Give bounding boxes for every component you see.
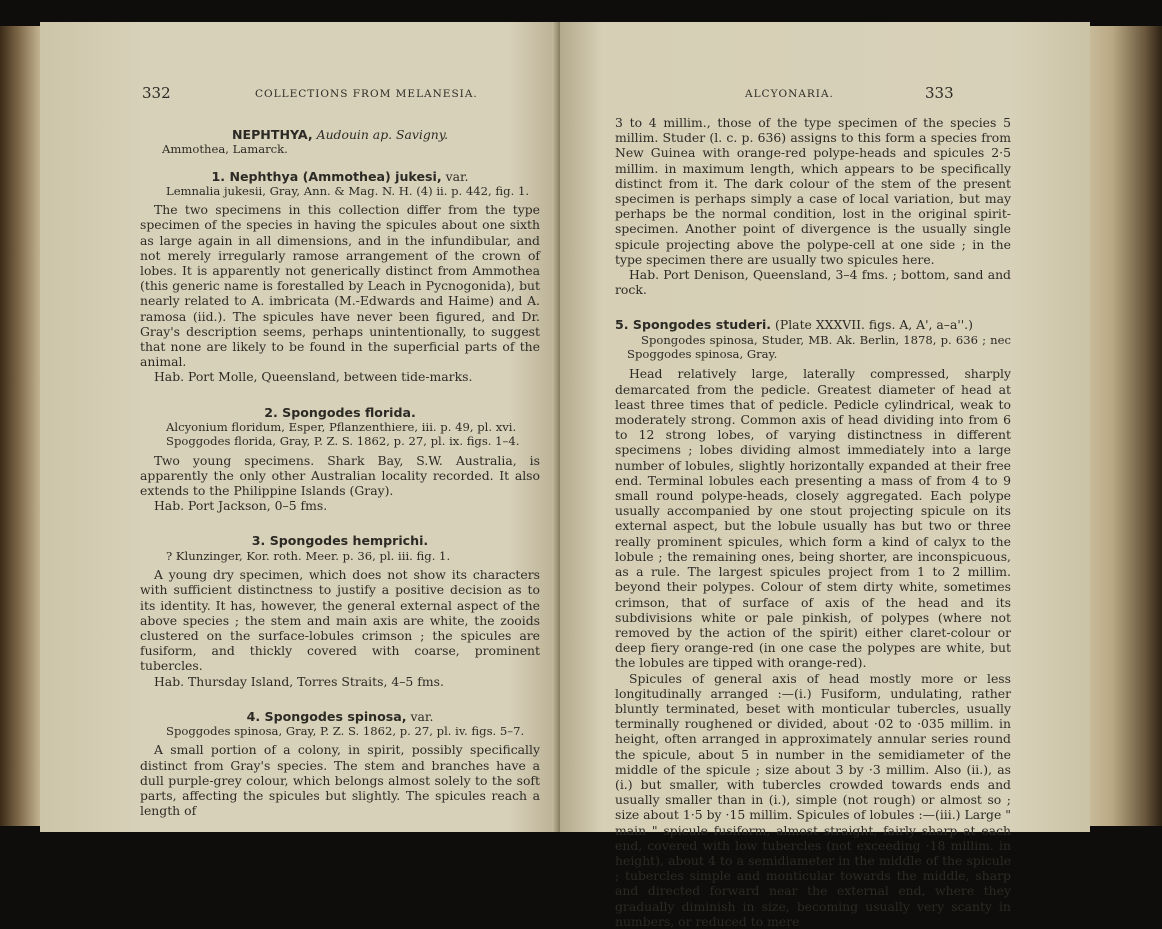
page-number-right: 333	[925, 84, 954, 102]
species-5-synonym: Spongodes spinosa, Studer, MB. Ak. Berlin, 1878, p. 636 ; nec Spoggodes spinosa, Gray.	[627, 332, 1011, 362]
continued-habitat: Hab. Port Denison, Queensland, 3–4 fms. ; bottom, sand and rock.	[615, 267, 1011, 298]
species-2-habitat: Hab. Port Jackson, 0–5 fms.	[154, 498, 328, 514]
species-4-synonym: Spoggodes spinosa, Gray, P. Z. S. 1862, p. 27, pl. iv. figs. 5–7.	[166, 723, 525, 738]
genus-synonym: Ammothea, Lamarck.	[162, 142, 288, 157]
species-4-text: A small portion of a colony, in spirit, possibly specifically distinct from Gray's species. The stem and branches have a dull purple-grey colour, which belongs almost solely to the soft parts, affecting the spicules but slightly. The spicules reach a length of	[140, 742, 540, 819]
species-1-habitat: Hab. Port Molle, Queensland, between tide-marks.	[154, 369, 473, 385]
genus-heading: NEPHTHYA, Audouin ap. Savigny.	[231, 127, 449, 142]
species-3-text: A young dry specimen, which does not show its characters with sufficient distinctness to justify a positive decision as to its identity. It has, however, the general external aspect of the above species ; the stem and main axis are white, the zooids clustered on the surface-lobules crimson ; the spicules are fusiform, and thickly covered with coarse, prominent tubercles.	[140, 567, 540, 674]
left-column	[140, 127, 540, 818]
right-page	[560, 22, 1090, 929]
running-header-right: ALCYONARIA.	[745, 88, 834, 100]
species-5-title: 5. Spongodes studeri. (Plate XXXVII. figs. A, A', a–a''.)	[615, 317, 973, 333]
species-4-title: 4. Spongodes spinosa, var.	[246, 708, 434, 724]
species-1-title: 1. Nephthya (Ammothea) jukesi, var.	[211, 168, 469, 184]
species-1-text: The two specimens in this collection differ from the type specimen of the species in having the spicules about one sixth as large again in all dimensions, and in the infundibular, and not merely irregularly ramose arrangement of the crown of lobes. It is apparently not generically distinct from Ammothea (this generic name is forestalled by Leach in Pycnogonida), but nearly related to A. imbricata (M.-Edwards and Haime) and A. ramosa (iid.). The spicules have never been figured, and Dr. Gray's description seems, perhaps unintentionally, to suggest that none are likely to be found in the superficial parts of the animal.	[140, 202, 540, 370]
species-5-spicules: Spicules of general axis of head mostly more or less longitudinally arranged :—(i.) Fusiform, undulating, rather bluntly terminated, beset with monticular tubercles, usually terminally roughened or divided, about ·02 to ·035 millim. in height, often arranged in approximately annular series round the spicule, about 5 in number in the semidiameter of the middle of the spicule ; size about 3 by ·3 millim. Also (ii.), as (i.) but smaller, with tubercles crowded towards ends and usually smaller than in (i.), simple (not rough) or almost so ; size about 1·5 by ·15 millim. Spicules of lobules :—(iii.) Large " main " spicule fusiform, almost straight, fairly sharp at each end, covered with low tubercles (not exceeding ·18 millim. in height), about 4 to a semidiameter in the middle of the spicule ; tubercles simple and monticular towards the middle, sharp and directed forward near the external end, where they gradually diminish in size, becoming usually very scanty in numbers, or reduced to mere	[615, 670, 1011, 929]
species-3-habitat: Hab. Thursday Island, Torres Straits, 4–5 fms.	[154, 673, 444, 689]
species-3-synonym: ? Klunzinger, Kor. roth. Meer. p. 36, pl. iii. fig. 1.	[166, 548, 451, 563]
continued-text: 3 to 4 millim., those of the type specimen of the species 5 millim. Studer (l. c. p. 636) assigns to this form a species from New Guinea with orange-red polype-heads and spicules 2·5 millim. in maximum length, which appears to be specifically distinct from it. The dark colour of the stem of the present specimen is perhaps simply a case of local variation, but may perhaps be the normal condition, lost in the original spirit-specimen. Another point of divergence is the usually single spicule projecting above the polype-cell at one side ; in the type specimen there are usually two spicules here.	[615, 115, 1011, 267]
species-2-text: Two young specimens. Shark Bay, S.W. Australia, is apparently the only other Australian locality recorded. It also extends to the Philippine Islands (Gray).	[140, 452, 540, 499]
page-number-left: 332	[142, 84, 171, 102]
species-2-title: 2. Spongodes florida.	[264, 404, 416, 420]
species-1-synonym: Lemnalia jukesii, Gray, Ann. & Mag. N. H. (4) ii. p. 442, fig. 1.	[166, 183, 530, 198]
right-column	[615, 115, 1011, 929]
running-header-left: COLLECTIONS FROM MELANESIA.	[255, 88, 478, 100]
species-5-description: Head relatively large, laterally compressed, sharply demarcated from the pedicle. Greatest diameter of head at least three times that of pedicle. Pedicle cylindrical, weak to moderately strong. Common axis of head dividing into from 6 to 12 strong lobes, of varying distinctness in different specimens ; lobes dividing almost immediately into a large number of lobules, slightly horizontally expanded at their free end. Terminal lobules each presenting a mass of from 4 to 9 small round polype-heads, closely aggregated. Each polype usually accompanied by one stout projecting spicule on its external aspect, but the lobule usually has but two or three really prominent spicules, which form a kind of calyx to the lobule ; the remaining ones, being shorter, are inconspicuous, as a rule. The largest spicules project from 1 to 2 millim. beyond their polypes. Colour of stem dirty white, sometimes crimson, that of surface of axis of the head and its subdivisions white or pale pinkish, of polypes (where not removed by the action of the spirit) either claret-colour or deep fiery orange-red (in one case the polypes are white, but the lobules are tipped with orange-red).	[615, 366, 1011, 671]
species-3-title: 3. Spongodes hemprichi.	[251, 533, 429, 549]
species-2-synonym-1: Alcyonium floridum, Esper, Pflanzenthiere, iii. p. 49, pl. xvi.	[166, 419, 517, 434]
left-page	[40, 22, 560, 832]
species-2-synonym-2: Spoggodes florida, Gray, P. Z. S. 1862, p. 27, pl. ix. figs. 1–4.	[166, 434, 520, 449]
